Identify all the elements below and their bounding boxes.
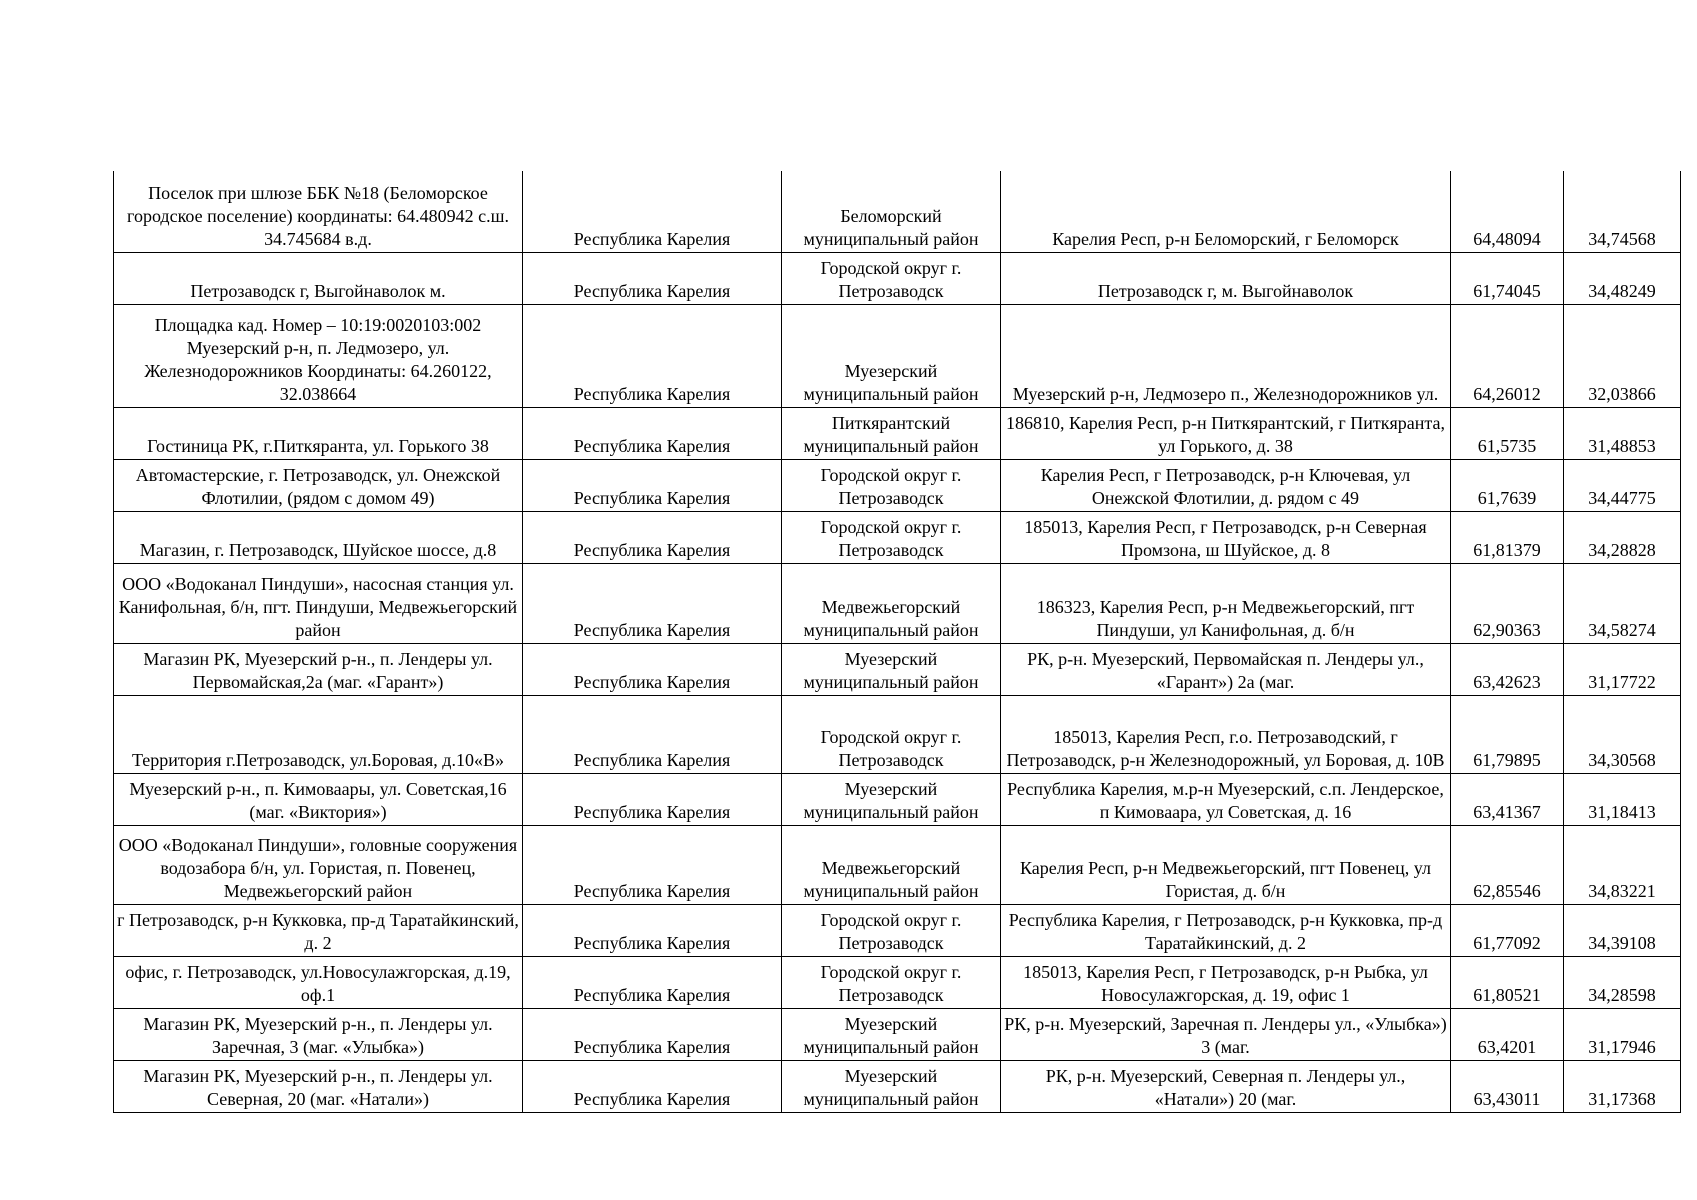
location-name-cell: Магазин РК, Муезерский р-н., п. Лендеры ул. Первомайская,2а (маг. «Гарант»): [114, 643, 523, 695]
address-cell: РК, р-н. Муезерский, Северная п. Лендеры ул., «Натали») 20 (маг.: [1001, 1060, 1451, 1112]
latitude-cell: 63,43011: [1451, 1060, 1564, 1112]
location-name-cell: Магазин РК, Муезерский р-н., п. Лендеры ул. Заречная, 3 (маг. «Улыбка»): [114, 1008, 523, 1060]
address-cell: 185013, Карелия Респ, г Петрозаводск, р-н Северная Промзона, ш Шуйское, д. 8: [1001, 511, 1451, 563]
district-cell: Питкярантский муниципальный район: [782, 407, 1001, 459]
latitude-cell: 61,79895: [1451, 695, 1564, 773]
district-cell: Муезерский муниципальный район: [782, 1008, 1001, 1060]
table-row: [114, 459, 1681, 511]
region-cell: Республика Карелия: [523, 643, 782, 695]
region-cell: Республика Карелия: [523, 459, 782, 511]
longitude-cell: 34,48249: [1564, 252, 1681, 304]
address-cell: Карелия Респ, р-н Беломорский, г Беломорск: [1001, 171, 1451, 252]
longitude-cell: 34,58274: [1564, 563, 1681, 643]
latitude-cell: 61,77092: [1451, 904, 1564, 956]
address-cell: Петрозаводск г, м. Выгойнаволок: [1001, 252, 1451, 304]
table-row: [114, 407, 1681, 459]
table-row: [114, 904, 1681, 956]
longitude-cell: 31,17722: [1564, 643, 1681, 695]
latitude-cell: 61,5735: [1451, 407, 1564, 459]
region-cell: Республика Карелия: [523, 773, 782, 825]
location-name-cell: г Петрозаводск, р-н Кукковка, пр-д Таратайкинский, д. 2: [114, 904, 523, 956]
address-cell: Республика Карелия, г Петрозаводск, р-н Кукковка, пр-д Таратайкинский, д. 2: [1001, 904, 1451, 956]
latitude-cell: 62,90363: [1451, 563, 1564, 643]
table-row: [114, 695, 1681, 773]
district-cell: Городской округ г. Петрозаводск: [782, 956, 1001, 1008]
location-name-cell: Муезерский р-н., п. Кимоваары, ул. Советская,16 (маг. «Виктория»): [114, 773, 523, 825]
district-cell: Городской округ г. Петрозаводск: [782, 511, 1001, 563]
district-cell: Беломорский муниципальный район: [782, 171, 1001, 252]
longitude-cell: 31,18413: [1564, 773, 1681, 825]
district-cell: Городской округ г. Петрозаводск: [782, 459, 1001, 511]
district-cell: Городской округ г. Петрозаводск: [782, 695, 1001, 773]
location-name-cell: Магазин РК, Муезерский р-н., п. Лендеры ул. Северная, 20 (маг. «Натали»): [114, 1060, 523, 1112]
table-row: [114, 171, 1681, 252]
district-cell: Муезерский муниципальный район: [782, 1060, 1001, 1112]
longitude-cell: 34,39108: [1564, 904, 1681, 956]
table-row: [114, 643, 1681, 695]
location-name-cell: Магазин, г. Петрозаводск, Шуйское шоссе, д.8: [114, 511, 523, 563]
table-row: [114, 563, 1681, 643]
address-cell: Карелия Респ, г Петрозаводск, р-н Ключевая, ул Онежской Флотилии, д. рядом с 49: [1001, 459, 1451, 511]
longitude-cell: 32,03866: [1564, 304, 1681, 407]
longitude-cell: 31,17946: [1564, 1008, 1681, 1060]
longitude-cell: 34,28598: [1564, 956, 1681, 1008]
location-name-cell: ООО «Водоканал Пиндуши», головные сооружения водозабора б/н, ул. Гористая, п. Повенец, Медвежьегорский район: [114, 825, 523, 904]
region-cell: Республика Карелия: [523, 304, 782, 407]
region-cell: Республика Карелия: [523, 171, 782, 252]
latitude-cell: 61,74045: [1451, 252, 1564, 304]
table-row: [114, 511, 1681, 563]
address-cell: Муезерский р-н, Ледмозеро п., Железнодорожников ул.: [1001, 304, 1451, 407]
latitude-cell: 62,85546: [1451, 825, 1564, 904]
longitude-cell: 34,74568: [1564, 171, 1681, 252]
district-cell: Медвежьегорский муниципальный район: [782, 825, 1001, 904]
locations-table: [113, 171, 1681, 1113]
district-cell: Муезерский муниципальный район: [782, 304, 1001, 407]
table-row: [114, 1060, 1681, 1112]
region-cell: Республика Карелия: [523, 563, 782, 643]
table-row: [114, 773, 1681, 825]
table-row: [114, 252, 1681, 304]
region-cell: Республика Карелия: [523, 695, 782, 773]
address-cell: Карелия Респ, р-н Медвежьегорский, пгт Повенец, ул Гористая, д. б/н: [1001, 825, 1451, 904]
location-name-cell: офис, г. Петрозаводск, ул.Новосулажгорская, д.19, оф.1: [114, 956, 523, 1008]
region-cell: Республика Карелия: [523, 252, 782, 304]
location-name-cell: Территория г.Петрозаводск, ул.Боровая, д.10«В»: [114, 695, 523, 773]
region-cell: Республика Карелия: [523, 407, 782, 459]
region-cell: Республика Карелия: [523, 956, 782, 1008]
location-name-cell: Автомастерские, г. Петрозаводск, ул. Онежской Флотилии, (рядом с домом 49): [114, 459, 523, 511]
district-cell: Муезерский муниципальный район: [782, 643, 1001, 695]
location-name-cell: Поселок при шлюзе ББК №18 (Беломорское городское поселение) координаты: 64.480942 с.ш. 34.745684 в.д.: [114, 171, 523, 252]
address-cell: 185013, Карелия Респ, г.о. Петрозаводский, г Петрозаводск, р-н Железнодорожный, ул Боровая, д. 10В: [1001, 695, 1451, 773]
longitude-cell: 34,44775: [1564, 459, 1681, 511]
location-name-cell: Гостиница РК, г.Питкяранта, ул. Горького 38: [114, 407, 523, 459]
latitude-cell: 61,81379: [1451, 511, 1564, 563]
location-name-cell: Петрозаводск г, Выгойнаволок м.: [114, 252, 523, 304]
longitude-cell: 34,28828: [1564, 511, 1681, 563]
district-cell: Городской округ г. Петрозаводск: [782, 252, 1001, 304]
latitude-cell: 63,4201: [1451, 1008, 1564, 1060]
longitude-cell: 34,30568: [1564, 695, 1681, 773]
region-cell: Республика Карелия: [523, 1008, 782, 1060]
latitude-cell: 61,7639: [1451, 459, 1564, 511]
latitude-cell: 63,42623: [1451, 643, 1564, 695]
latitude-cell: 63,41367: [1451, 773, 1564, 825]
latitude-cell: 64,48094: [1451, 171, 1564, 252]
location-name-cell: Площадка кад. Номер – 10:19:0020103:002 Муезерский р-н, п. Ледмозеро, ул. Железнодорожников Координаты: 64.260122, 32.038664: [114, 304, 523, 407]
longitude-cell: 31,17368: [1564, 1060, 1681, 1112]
table-row: [114, 304, 1681, 407]
location-name-cell: ООО «Водоканал Пиндуши», насосная станция ул. Канифольная, б/н, пгт. Пиндуши, Медвежьегорский район: [114, 563, 523, 643]
longitude-cell: 31,48853: [1564, 407, 1681, 459]
table-body: [114, 171, 1681, 1112]
region-cell: Республика Карелия: [523, 904, 782, 956]
table-row: [114, 956, 1681, 1008]
district-cell: Муезерский муниципальный район: [782, 773, 1001, 825]
region-cell: Республика Карелия: [523, 1060, 782, 1112]
district-cell: Городской округ г. Петрозаводск: [782, 904, 1001, 956]
region-cell: Республика Карелия: [523, 511, 782, 563]
district-cell: Медвежьегорский муниципальный район: [782, 563, 1001, 643]
address-cell: 186323, Карелия Респ, р-н Медвежьегорский, пгт Пиндуши, ул Канифольная, д. б/н: [1001, 563, 1451, 643]
table-row: [114, 825, 1681, 904]
address-cell: Республика Карелия, м.р-н Муезерский, с.п. Лендерское, п Кимоваара, ул Советская, д. 16: [1001, 773, 1451, 825]
region-cell: Республика Карелия: [523, 825, 782, 904]
table-row: [114, 1008, 1681, 1060]
address-cell: 185013, Карелия Респ, г Петрозаводск, р-н Рыбка, ул Новосулажгорская, д. 19, офис 1: [1001, 956, 1451, 1008]
latitude-cell: 61,80521: [1451, 956, 1564, 1008]
address-cell: 186810, Карелия Респ, р-н Питкярантский, г Питкяранта, ул Горького, д. 38: [1001, 407, 1451, 459]
longitude-cell: 34,83221: [1564, 825, 1681, 904]
address-cell: РК, р-н. Муезерский, Первомайская п. Лендеры ул., «Гарант») 2а (маг.: [1001, 643, 1451, 695]
latitude-cell: 64,26012: [1451, 304, 1564, 407]
address-cell: РК, р-н. Муезерский, Заречная п. Лендеры ул., «Улыбка») 3 (маг.: [1001, 1008, 1451, 1060]
